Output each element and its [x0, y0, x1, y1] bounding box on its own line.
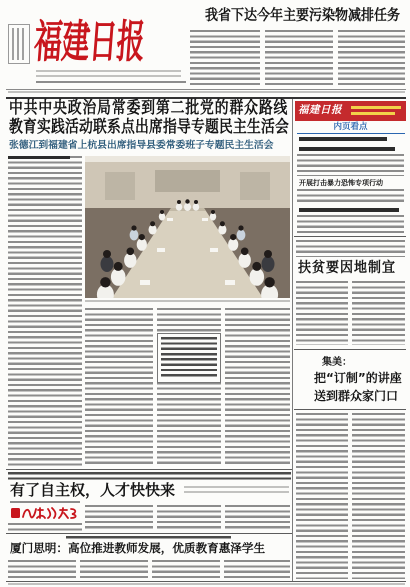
- talent-story-intro: [8, 472, 291, 481]
- talent-story-body: [157, 505, 221, 531]
- header-rule: [6, 89, 406, 90]
- section-rule: [6, 533, 292, 534]
- column-rule: [292, 99, 293, 581]
- promo-banner-text: [351, 112, 395, 115]
- promo-banner-text: [351, 106, 401, 109]
- top-story-body-column: [265, 30, 333, 88]
- preview-rule: [297, 133, 405, 134]
- lead-photo-image: [85, 156, 290, 298]
- jimei-story-body: [296, 413, 348, 579]
- siming-story-body: [152, 560, 220, 580]
- siming-story-body: [224, 560, 290, 580]
- lead-subhead[interactable]: 张德江到福建省上杭县出席指导县委常委班子专题民主生活会: [9, 140, 274, 151]
- header-info-strip: [8, 91, 405, 95]
- top-story-headline[interactable]: 我省下达今年主要污染物减排任务: [205, 7, 401, 25]
- lead-body-column: [225, 308, 290, 466]
- promo-banner-title: 福建日报: [298, 104, 342, 116]
- lead-quote-text: [161, 337, 217, 379]
- footer-info-strip: [8, 583, 405, 586]
- promo-banner[interactable]: [295, 101, 406, 121]
- jimei-story-kicker[interactable]: 集美：: [322, 357, 352, 368]
- talent-story-body: [8, 523, 82, 531]
- jimei-story-body: [352, 413, 405, 579]
- jimei-story-headline-line2[interactable]: 送到群众家门口: [314, 389, 399, 403]
- masthead-title: 福建日报: [32, 15, 147, 68]
- preview-item-title[interactable]: [299, 137, 387, 141]
- poverty-story-body: [352, 281, 405, 345]
- talent-story-note: [184, 486, 289, 495]
- poverty-story-body: [296, 281, 348, 345]
- preview-item-title[interactable]: [299, 147, 395, 151]
- section-logo-mark: [10, 505, 80, 521]
- talent-story-body: [85, 505, 153, 531]
- talent-story-byline: [10, 501, 80, 504]
- masthead-edition-box: [8, 24, 30, 64]
- siming-story-kicker: [66, 536, 231, 539]
- preview-heading: 内页看点: [333, 122, 368, 132]
- preview-item-summary: [297, 154, 404, 176]
- masthead-date-line: [36, 81, 186, 85]
- siming-story-body: [80, 560, 148, 580]
- section-rule: [294, 236, 406, 237]
- talent-story-headline[interactable]: 有了自主权，人才快快来: [10, 481, 176, 499]
- siming-story-headline[interactable]: 厦门思明：高位推进教师发展，优质教育惠泽学生: [10, 541, 266, 555]
- preview-item-summary: [297, 189, 404, 205]
- section-rule: [294, 349, 406, 350]
- jimei-story-headline-line1[interactable]: 把“订制”的讲座: [314, 371, 402, 385]
- footer-rule: [6, 581, 406, 582]
- preview-item-title[interactable]: 开展打击暴力恐怖专项行动: [299, 179, 383, 187]
- preview-item-title[interactable]: [299, 208, 399, 212]
- lead-body-column: [8, 156, 82, 468]
- poverty-story-headline[interactable]: 扶贫要因地制宜: [298, 259, 397, 277]
- lead-headline-line2[interactable]: 教育实践活动联系点出席指导专题民主生活会: [9, 117, 289, 137]
- siming-story-body: [8, 560, 76, 580]
- lead-photo: [85, 156, 290, 298]
- top-story-body-column: [190, 30, 260, 88]
- poverty-story-intro: [296, 240, 405, 257]
- masthead-info-lines: [36, 70, 181, 78]
- section-logo: [10, 505, 80, 521]
- lead-body-column: [85, 308, 153, 466]
- section-rule: [294, 409, 406, 410]
- lead-headline-line1[interactable]: 中共中央政治局常委到第二批党的群众路线: [9, 98, 289, 118]
- lead-body-column: [157, 308, 221, 466]
- masthead-edition-text: [12, 28, 26, 60]
- top-story-body-column: [338, 30, 405, 88]
- lead-quote-box: [157, 333, 221, 383]
- preview-item-summary: [297, 215, 404, 233]
- lead-dateline: [8, 156, 70, 159]
- lead-photo-caption: [85, 300, 290, 304]
- section-rule: [6, 469, 292, 470]
- talent-story-body: [225, 505, 290, 531]
